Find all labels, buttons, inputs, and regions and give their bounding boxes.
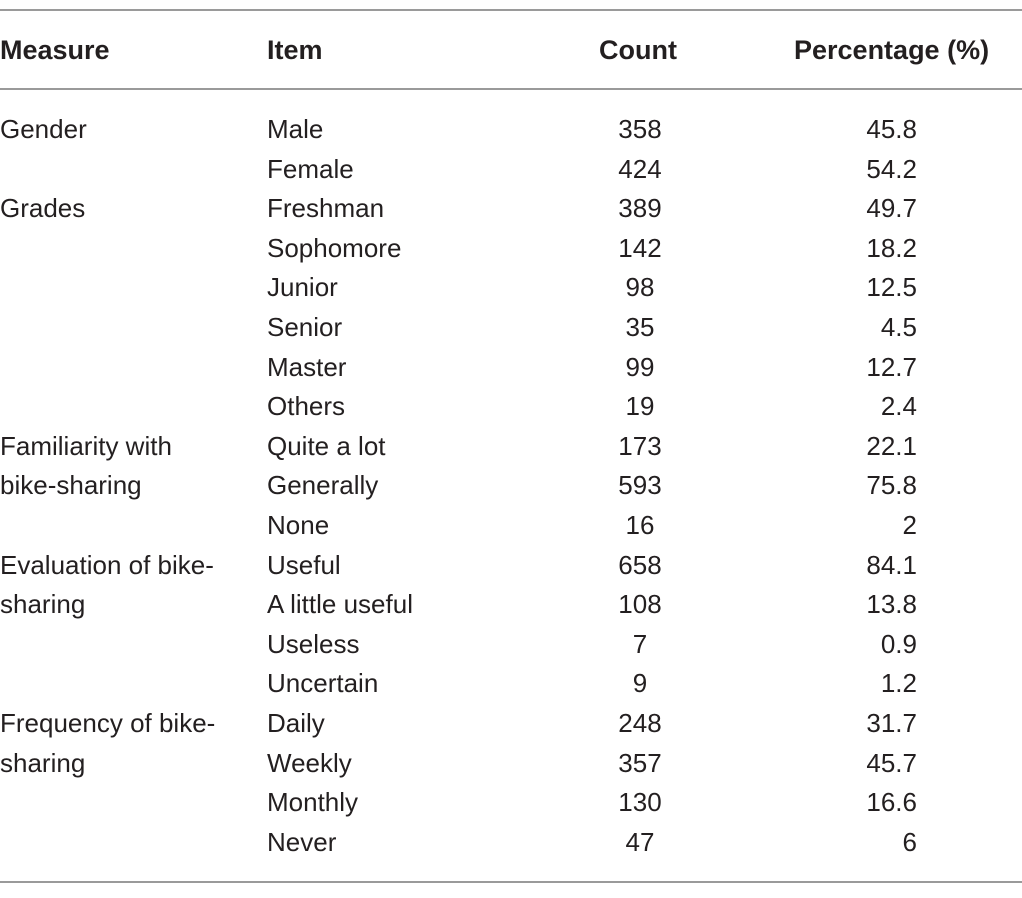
cell-count: 658 bbox=[618, 549, 662, 580]
cell-item: Generally bbox=[267, 470, 379, 501]
table-row bbox=[0, 150, 1022, 190]
cell-item: A little useful bbox=[267, 589, 413, 620]
table-row bbox=[0, 546, 1022, 586]
cell-percentage: 13.8 bbox=[866, 589, 917, 620]
table-row bbox=[0, 189, 1022, 229]
cell-count: 7 bbox=[632, 628, 648, 659]
cell-item: Female bbox=[267, 153, 354, 184]
cell-count: 47 bbox=[625, 826, 655, 857]
cell-percentage: 1.2 bbox=[880, 668, 917, 699]
cell-percentage: 6 bbox=[902, 826, 917, 857]
cell-item: Monthly bbox=[267, 787, 359, 818]
bottom-rule bbox=[0, 881, 1022, 883]
cell-count: 35 bbox=[625, 311, 655, 342]
cell-count: 108 bbox=[618, 589, 662, 620]
header-item: Item bbox=[267, 35, 323, 65]
cell-percentage: 16.6 bbox=[866, 787, 917, 818]
table-row bbox=[0, 427, 1022, 467]
cell-percentage: 22.1 bbox=[866, 430, 917, 461]
cell-percentage: 45.8 bbox=[866, 114, 917, 144]
cell-measure: bike-sharing bbox=[0, 470, 142, 501]
cell-count: 9 bbox=[632, 668, 648, 699]
cell-count: 357 bbox=[618, 747, 662, 778]
header-rule bbox=[0, 88, 1022, 90]
table-row bbox=[0, 268, 1022, 308]
table-row bbox=[0, 110, 1022, 150]
cell-percentage: 0.9 bbox=[880, 628, 917, 659]
cell-item: Daily bbox=[267, 707, 325, 738]
table-row bbox=[0, 387, 1022, 427]
cell-percentage: 49.7 bbox=[866, 193, 917, 224]
cell-percentage: 75.8 bbox=[866, 470, 917, 501]
cell-item: Never bbox=[267, 826, 337, 857]
cell-item: Others bbox=[267, 391, 346, 422]
cell-item: Useful bbox=[267, 549, 341, 580]
cell-percentage: 2.4 bbox=[880, 391, 917, 422]
cell-count: 99 bbox=[625, 351, 655, 382]
table-row bbox=[0, 229, 1022, 269]
cell-item: Useless bbox=[267, 628, 360, 659]
header-percentage: Percentage (%) bbox=[794, 35, 990, 65]
cell-item: Junior bbox=[267, 272, 338, 303]
table-row bbox=[0, 823, 1022, 863]
cell-item: Senior bbox=[267, 311, 343, 342]
cell-percentage: 18.2 bbox=[866, 232, 917, 263]
cell-item: Sophomore bbox=[267, 232, 402, 263]
cell-count: 389 bbox=[618, 193, 662, 224]
cell-item: Weekly bbox=[267, 747, 352, 778]
cell-percentage: 84.1 bbox=[866, 549, 917, 580]
table-row bbox=[0, 744, 1022, 784]
cell-measure: sharing bbox=[0, 747, 86, 778]
cell-count: 16 bbox=[625, 509, 655, 540]
table-header bbox=[0, 28, 1022, 72]
cell-measure: Grades bbox=[0, 193, 86, 224]
header-count: Count bbox=[599, 35, 677, 65]
cell-percentage: 12.5 bbox=[866, 272, 917, 303]
cell-item: Master bbox=[267, 351, 347, 382]
cell-count: 248 bbox=[618, 707, 662, 738]
cell-count: 593 bbox=[618, 470, 662, 501]
cell-measure: Gender bbox=[0, 114, 87, 144]
cell-count: 130 bbox=[618, 787, 662, 818]
cell-item: Quite a lot bbox=[267, 430, 386, 461]
cell-percentage: 54.2 bbox=[866, 153, 917, 184]
table-row bbox=[0, 625, 1022, 665]
cell-count: 424 bbox=[618, 153, 662, 184]
header-measure: Measure bbox=[0, 35, 110, 65]
cell-percentage: 45.7 bbox=[866, 747, 917, 778]
table-body bbox=[0, 110, 1022, 862]
table-row bbox=[0, 783, 1022, 823]
table-row bbox=[0, 308, 1022, 348]
cell-item: None bbox=[267, 509, 330, 540]
cell-item: Freshman bbox=[267, 193, 385, 224]
cell-measure: sharing bbox=[0, 589, 86, 620]
table-row bbox=[0, 585, 1022, 625]
cell-percentage: 4.5 bbox=[880, 311, 917, 342]
cell-item: Uncertain bbox=[267, 668, 379, 699]
table-row bbox=[0, 466, 1022, 506]
cell-count: 358 bbox=[618, 114, 662, 144]
cell-percentage: 2 bbox=[902, 509, 917, 540]
table-row bbox=[0, 348, 1022, 388]
cell-percentage: 31.7 bbox=[866, 707, 917, 738]
cell-count: 173 bbox=[618, 430, 662, 461]
top-rule bbox=[0, 9, 1022, 11]
table-row bbox=[0, 664, 1022, 704]
cell-count: 98 bbox=[625, 272, 655, 303]
cell-count: 142 bbox=[618, 232, 662, 263]
table-row bbox=[0, 704, 1022, 744]
cell-percentage: 12.7 bbox=[866, 351, 917, 382]
cell-item: Male bbox=[267, 114, 324, 144]
cell-measure: Evaluation of bike- bbox=[0, 549, 214, 580]
cell-count: 19 bbox=[625, 391, 655, 422]
cell-measure: Familiarity with bbox=[0, 430, 172, 461]
table-row bbox=[0, 506, 1022, 546]
cell-measure: Frequency of bike- bbox=[0, 707, 216, 738]
